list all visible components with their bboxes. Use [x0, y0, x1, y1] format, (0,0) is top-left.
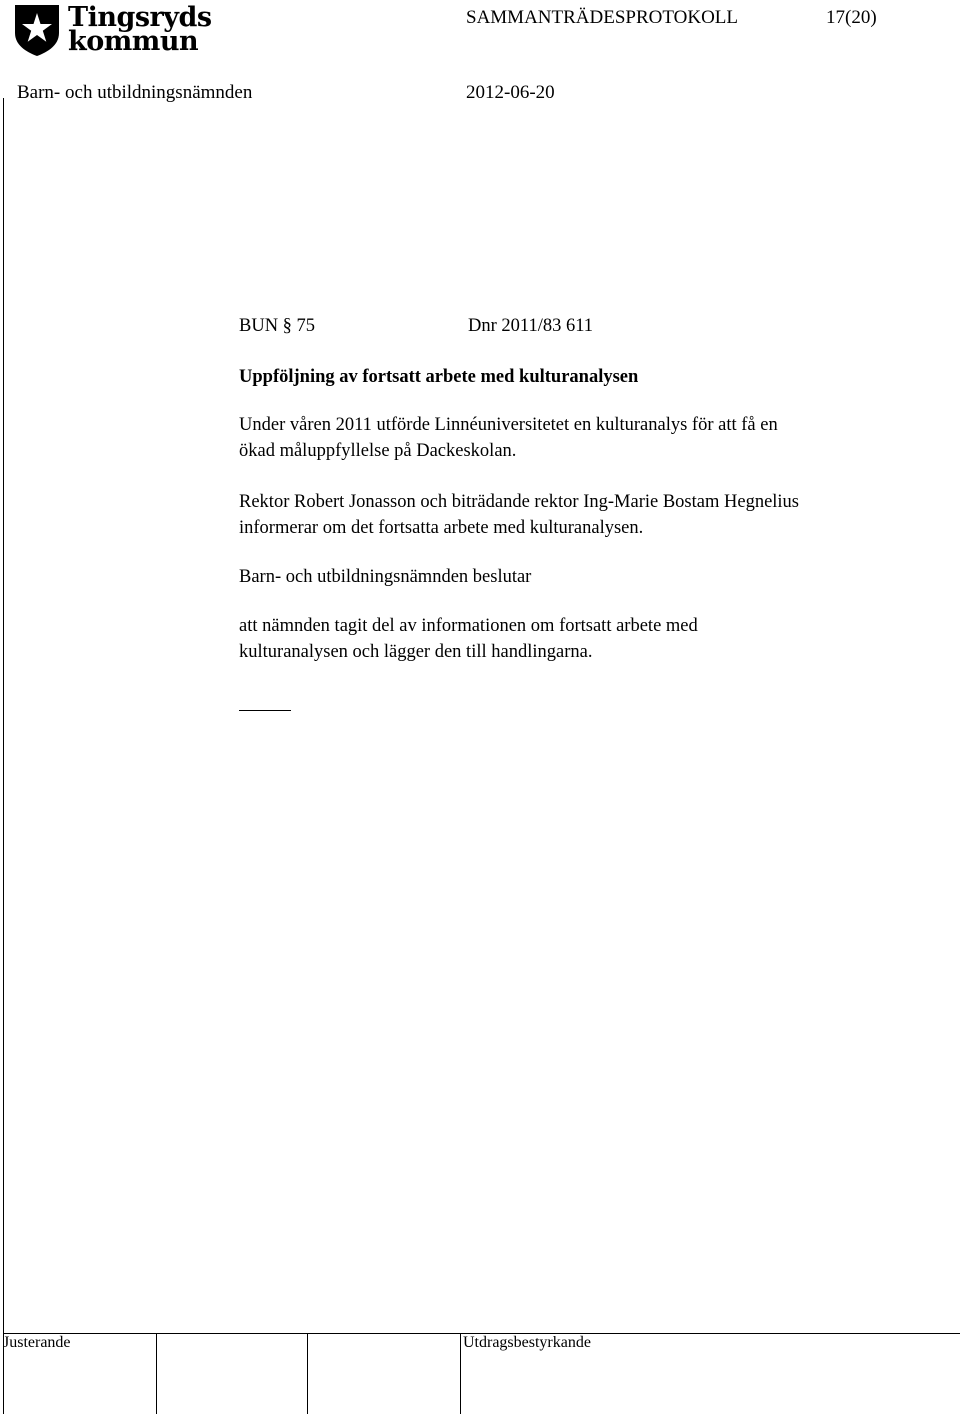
footer-divider [156, 1333, 157, 1414]
item-heading: Uppföljning av fortsatt arbete med kulturanalysen [239, 367, 639, 387]
department-name: Barn- och utbildningsnämnden [17, 82, 253, 103]
municipality-logo [12, 2, 212, 58]
decision-text [239, 613, 698, 665]
tingsryd-crest-icon [12, 3, 62, 57]
text-line: att nämnden tagit del av informationen om fortsatt arbete med [239, 616, 698, 636]
footer-label-utdragsbestyrkande: Utdragsbestyrkande [463, 1334, 591, 1351]
footer-label-justerande: Justerande [3, 1334, 71, 1351]
left-margin-rule [3, 98, 4, 1334]
item-reference [239, 316, 594, 337]
text-line: informerar om det fortsatta arbete med kulturanalysen. [239, 518, 644, 538]
meeting-date: 2012-06-20 [466, 82, 555, 103]
text-line: ökad måluppfyllelse på Dackeskolan. [239, 441, 517, 461]
page-number: 17(20) [826, 7, 877, 28]
text-line: Rektor Robert Jonasson och biträdande rektor Ing-Marie Bostam Hegnelius [239, 492, 800, 512]
logo-wordmark [68, 2, 212, 57]
end-of-item-rule [239, 710, 291, 711]
logo-line-2: kommun [68, 26, 199, 57]
background-paragraph [239, 412, 778, 464]
diary-number: Dnr 2011/83 611 [468, 316, 594, 336]
paragraph-ref: BUN § 75 [239, 316, 316, 336]
document-title: SAMMANTRÄDESPROTOKOLL [466, 7, 739, 28]
text-line: kulturanalysen och lägger den till handlingarna. [239, 642, 593, 662]
logo-line-1: Tingsryds [68, 2, 212, 33]
footer-divider [307, 1333, 308, 1414]
text-line: Under våren 2011 utförde Linnéuniversitetet en kulturanalys för att få en [239, 415, 778, 435]
decision-intro: Barn- och utbildningsnämnden beslutar [239, 567, 532, 587]
information-paragraph [239, 489, 799, 541]
footer-divider [460, 1333, 461, 1414]
